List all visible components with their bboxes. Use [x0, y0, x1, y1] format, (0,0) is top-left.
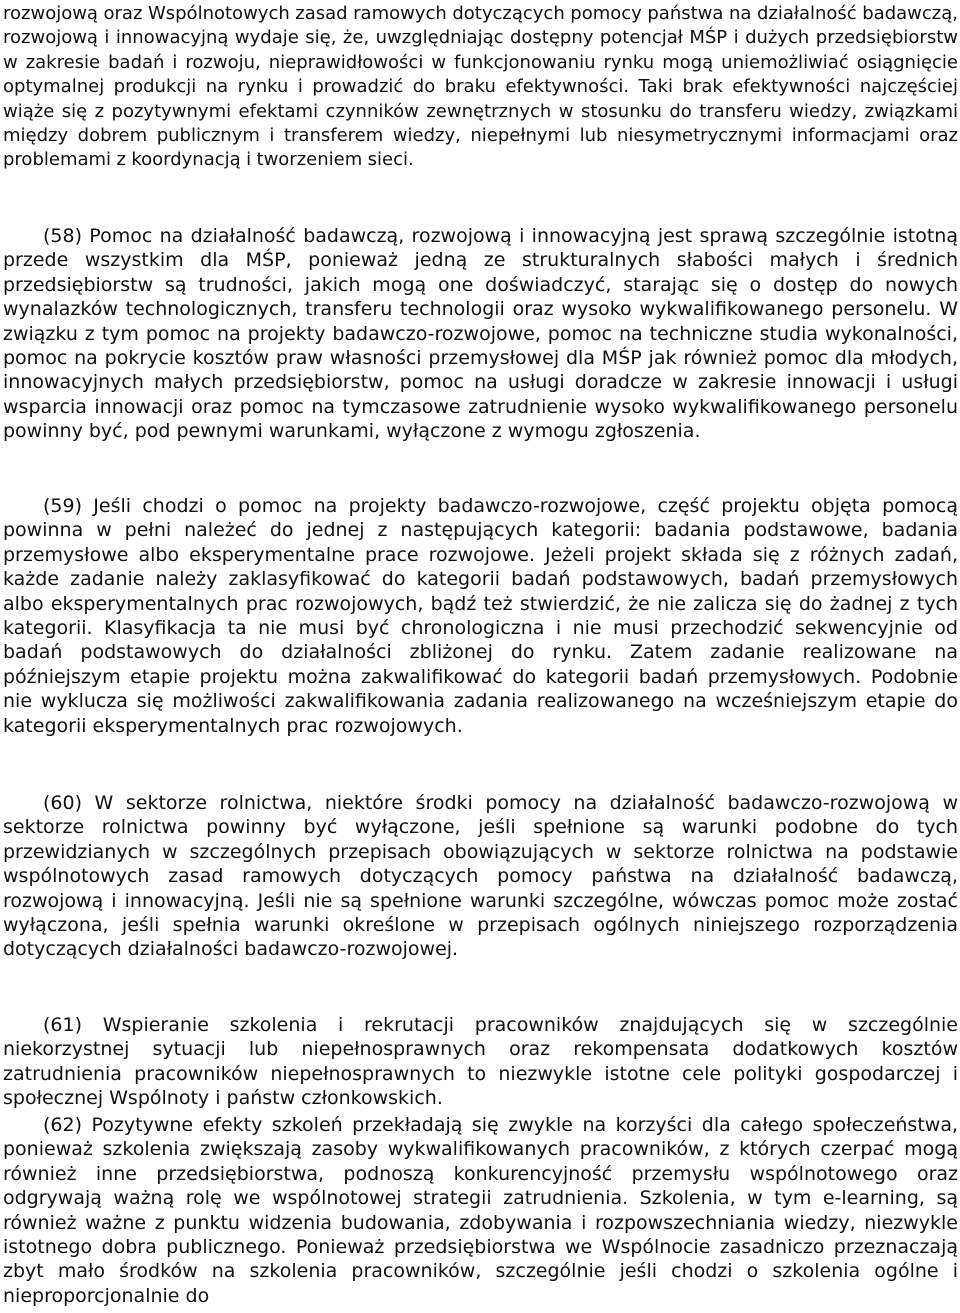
paragraph-continuation: rozwojową oraz Wspólnotowych zasad ramowych dotyczących pomocy państwa na działalność badawczą, rozwojową i innowacyjną wydaje się, że, uwzględniając dostępny potencjał MŚP i dużych przedsiębiorstw w zakresie badań i rozwoju, nieprawidłowości w funkcjonowaniu rynku mogą uniemożliwiać osiągnięcie optymalnej produkcji na rynku i prowadzić do braku efektywności. Taki brak efektywności najczęściej wiąże się z pozytywnymi efektami czynników zewnętrznych w stosunku do transferu wiedzy, związkami między dobrem publicznym i transferem wiedzy, niepełnymi lub niesymetrycznymi informacjami oraz problemami z koordynacją i tworzeniem sieci.	[3, 3, 958, 171]
paragraph-61: (61) Wspieranie szkolenia i rekrutacji pracowników znajdujących się w szczególnie niekorzystnej sytuacji lub niepełnosprawnych oraz rekompensata dodatkowych kosztów zatrudnienia pracowników niepełnosprawnych to niezwykle istotne cele polityki gospodarczej i społecznej Wspólnoty i państw członkowskich.	[3, 1014, 958, 1110]
paragraph-60: (60) W sektorze rolnictwa, niektóre środki pomocy na działalność badawczo-rozwojową w sektorze rolnictwa powinny być wyłączone, jeśli spełnione są warunki podobne do tych przewidzianych w szczególnych przepisach obowiązujących w sektorze rolnictwa na podstawie wspólnotowych zasad ramowych dotyczących pomocy państwa na działalność badawczą, rozwojową i innowacyjną. Jeśli nie są spełnione warunki szczególne, wówczas pomoc może zostać wyłączona, jeśli spełnia warunki określone w przepisach ogólnych niniejszego rozporządzenia dotyczących działalności badawczo-rozwojowej.	[3, 792, 958, 961]
paragraph-62: (62) Pozytywne efekty szkoleń przekładają się zwykle na korzyści dla całego społeczeństwa, ponieważ szkolenia zwiększają zasoby wykwalifikowanych pracowników, z których czerpać mogą również inne przedsiębiorstwa, podnoszą konkurencyjność przemysłu wspólnotowego oraz odgrywają ważną rolę we wspólnotowej strategii zatrudnienia. Szkolenia, w tym e-learning, są również ważne z punktu widzenia budowania, zdobywania i rozpowszechniania wiedzy, niezwykle istotnego dobra publicznego. Ponieważ przedsiębiorstwa we Wspólnocie zasadniczo przeznaczają zbyt mało środków na szkolenia pracowników, szczególnie jeśli chodzi o szkolenia ogólne i nieproporcjonalnie do	[3, 1114, 958, 1307]
paragraph-59: (59) Jeśli chodzi o pomoc na projekty badawczo-rozwojowe, część projektu objęta pomocą powinna w pełni należeć do jednej z następujących kategorii: badania podstawowe, badania przemysłowe albo eksperymentalne prace rozwojowe. Jeżeli projekt składa się z różnych zadań, każde zadanie należy zaklasyfikować do kategorii badań podstawowych, badań przemysłowych albo eksperymentalnych prac rozwojowych, bądź też stwierdzić, że nie zalicza się do żadnej z tych kategorii. Klasyfikacja ta nie musi być chronologiczna i nie musi przechodzić sekwencyjnie od badań podstawowych do działalności zbliżonej do rynku. Zatem zadanie realizowane na późniejszym etapie projektu można zakwalifikować do kategorii badań przemysłowych. Podobnie nie wyklucza się możliwości zakwalifikowania zadania realizowanego na wcześniejszym etapie do kategorii eksperymentalnych prac rozwojowych.	[3, 495, 958, 737]
paragraph-58: (58) Pomoc na działalność badawczą, rozwojową i innowacyjną jest sprawą szczególnie istotną przede wszystkim dla MŚP, ponieważ jedną ze strukturalnych słabości małych i średnich przedsiębiorstw są trudności, jakich mogą one doświadczyć, starając się o dostęp do nowych wynalazków technologicznych, transferu technologii oraz wysoko wykwalifikowanego personelu. W związku z tym pomoc na projekty badawczo-rozwojowe, pomoc na techniczne studia wykonalności, pomoc na pokrycie kosztów praw własności przemysłowej dla MŚP jak również pomoc dla młodych, innowacyjnych małych przedsiębiorstw, pomoc na usługi doradcze w zakresie innowacji i usługi wsparcia innowacji oraz pomoc na tymczasowe zatrudnienie wysoko wykwalifikowanego personelu powinny być, pod pewnymi warunkami, wyłączone z wymogu zgłoszenia.	[3, 225, 958, 443]
